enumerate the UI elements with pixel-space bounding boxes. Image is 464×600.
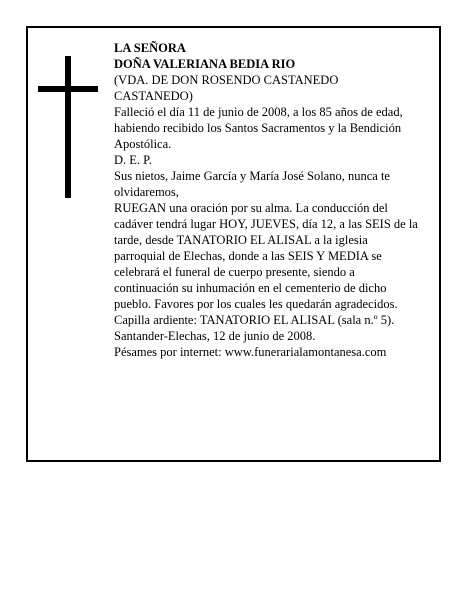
heading-line-2: DOÑA VALERIANA BEDIA RIO: [114, 57, 296, 71]
subheading: (VDA. DE DON ROSENDO CASTANEDO CASTANEDO): [114, 73, 339, 103]
sacraments-line: habiendo recibido los Santos Sacramentos y la Bendición Apostólica.: [114, 121, 402, 151]
condolences-line: Pésames por internet: www.funerarialamontanesa.com: [114, 345, 387, 359]
rip-line: D. E. P.: [114, 153, 152, 167]
cross-icon: [38, 56, 98, 198]
cross-horizontal-bar: [38, 86, 98, 92]
family-line: Sus nietos, Jaime García y María José Solano, nunca te olvidaremos,: [114, 169, 390, 199]
cross-vertical-bar: [65, 56, 71, 198]
death-line: Falleció el día 11 de junio de 2008, a los 85 años de edad,: [114, 105, 403, 119]
main-paragraph: RUEGAN una oración por su alma. La conducción del cadáver tendrá lugar HOY, JUEVES, día 12, a las SEIS de la tarde, desde TANATORIO EL ALISAL a la iglesia parroquial de Elechas, donde a las SEIS Y MEDIA se celebrará el funeral de cuerpo presente, siendo a continuación su inhumación en el cementerio de dicho pueblo. Favores por los cuales les quedarán agradecidos. Capilla ardiente: TANATORIO EL ALISAL (sala n.º 5).: [114, 201, 418, 327]
heading-line-1: LA SEÑORA: [114, 41, 186, 55]
place-date-line: Santander-Elechas, 12 de junio de 2008.: [114, 329, 316, 343]
obituary-text: [114, 40, 420, 360]
obituary-notice: [26, 26, 441, 462]
